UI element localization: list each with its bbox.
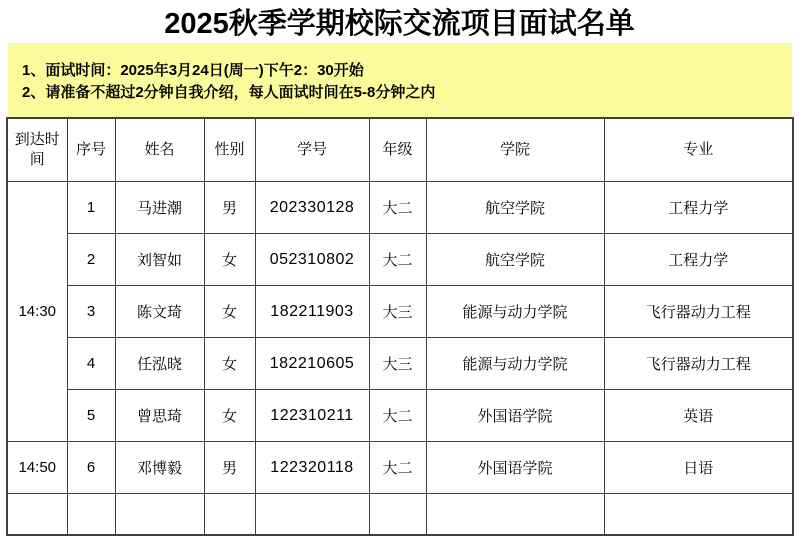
cell-college: 航空学院 [426,182,604,234]
cell-major: 日语 [604,442,793,494]
cell-student-id: 052310802 [255,234,369,286]
cell-gender: 女 [204,390,255,442]
table-row [7,286,793,338]
cell-gender: 男 [204,442,255,494]
cell-major: 工程力学 [604,182,793,234]
cell-no: 4 [67,338,115,390]
cell-no: 2 [67,234,115,286]
cell-gender: 女 [204,286,255,338]
cell-student-id: 122320118 [255,442,369,494]
cell-grade: 大二 [369,234,426,286]
cell-grade: 大二 [369,442,426,494]
col-header-gender: 性别 [204,118,255,182]
cell-name: 邓博毅 [115,442,204,494]
arrival-time-cell: 14:50 [7,442,67,494]
cell-grade: 大二 [369,390,426,442]
col-header-grade: 年级 [369,118,426,182]
cell-no: 3 [67,286,115,338]
cell-name: 任泓晓 [115,338,204,390]
col-header-major: 专业 [604,118,793,182]
cell-grade: 大二 [369,182,426,234]
cell-student-id: 202330128 [255,182,369,234]
cell-major: 飞行器动力工程 [604,286,793,338]
col-header-student-id: 学号 [255,118,369,182]
cell-gender: 男 [204,182,255,234]
notes-box [8,43,792,117]
cell-major: 英语 [604,390,793,442]
cell-college: 外国语学院 [426,442,604,494]
cell-name: 马进潮 [115,182,204,234]
cell-major: 飞行器动力工程 [604,338,793,390]
table-row [7,234,793,286]
cell-gender: 女 [204,234,255,286]
arrival-time-cell: 14:30 [7,182,67,442]
table-row [7,390,793,442]
col-header-name: 姓名 [115,118,204,182]
cell-name: 刘智如 [115,234,204,286]
cell-student-id: 182211903 [255,286,369,338]
cell-college: 能源与动力学院 [426,338,604,390]
roster-table [6,117,794,536]
cell-gender: 女 [204,338,255,390]
col-header-no: 序号 [67,118,115,182]
cell-name: 陈文琦 [115,286,204,338]
cell-college: 外国语学院 [426,390,604,442]
roster-table-container [6,117,799,536]
cell-student-id: 122310211 [255,390,369,442]
cell-grade: 大三 [369,338,426,390]
cell-major: 工程力学 [604,234,793,286]
table-header-row [7,118,793,182]
col-header-arrival-time: 到达时间 [7,118,67,182]
page-title: 2025秋季学期校际交流项目面试名单 [164,8,635,40]
cell-no: 5 [67,390,115,442]
cell-no: 1 [67,182,115,234]
cell-name: 曾思琦 [115,390,204,442]
cell-college: 航空学院 [426,234,604,286]
table-row [7,338,793,390]
cell-student-id: 182210605 [255,338,369,390]
note-line-2: 2、请准备不超过2分钟自我介绍，每人面试时间在5-8分钟之内 [22,84,436,101]
note-line-1: 1、面试时间：2025年3月24日(周一)下午2：30开始 [22,62,364,79]
table-row [7,442,793,494]
col-header-college: 学院 [426,118,604,182]
table-row [7,182,793,234]
cell-college: 能源与动力学院 [426,286,604,338]
partial-cutoff-row [7,494,793,536]
cell-no: 6 [67,442,115,494]
cell-grade: 大三 [369,286,426,338]
